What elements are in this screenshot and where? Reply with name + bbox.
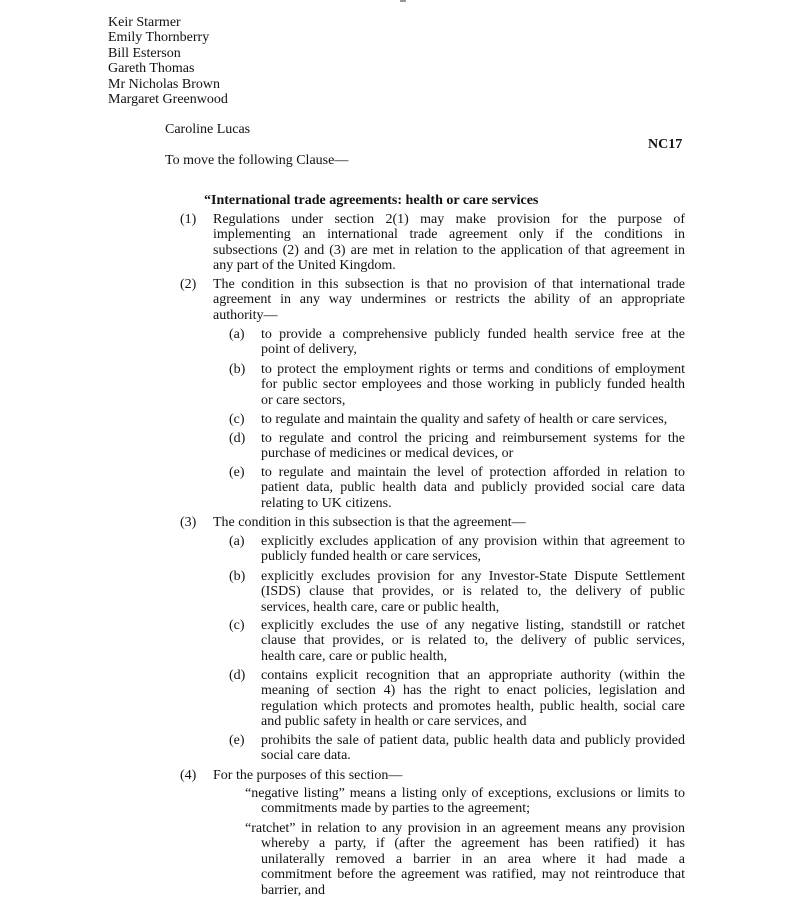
paragraph-label: (e) [229, 733, 245, 748]
top-edge-mark [400, 0, 406, 2]
paragraph-2a [261, 327, 685, 358]
paragraph-label: (c) [229, 412, 245, 427]
sponsor-list [108, 15, 228, 107]
text-line: agreement in any way undermines or restricts the ability of an appropriate [213, 292, 685, 308]
text-line: to regulate and maintain the quality and safety of health or care services, [261, 412, 668, 427]
text-line: social care data. [261, 748, 351, 764]
paragraph-label: (b) [229, 569, 246, 584]
text-line: barrier, and [261, 882, 325, 898]
text-line: to regulate and control the pricing and reimbursement systems for the [261, 431, 685, 446]
text-line: “ratchet” in relation to any provision in an agreement means any provision [245, 821, 685, 836]
text-line: purchase of medicines or medical devices, or [261, 446, 514, 462]
text-line: meaning of section 4) has the right to enact policies, legislation and [261, 683, 685, 699]
text-line: The condition in this subsection is that the agreement— [213, 515, 526, 530]
text-line: authority— [213, 307, 278, 323]
instruction-text: To move the following Clause— [165, 153, 349, 168]
additional-sponsor: Caroline Lucas [165, 122, 251, 137]
paragraph-3e [261, 733, 685, 764]
subsection-number: (1) [180, 212, 197, 227]
text-line: publicly funded health or care services, [261, 549, 482, 565]
text-line: Regulations under section 2(1) may make provision for the purpose of [213, 212, 685, 227]
paragraph-label: (b) [229, 362, 246, 377]
definition-ratchet [245, 821, 685, 898]
text-line: prohibits the sale of patient data, public health data and publicly provided [261, 733, 685, 748]
sponsor-name: Margaret Greenwood [108, 92, 228, 108]
paragraph-label: (a) [229, 534, 245, 549]
text-line: and public safety in health or care services, and [261, 714, 527, 730]
sponsor-name: Mr Nicholas Brown [108, 76, 220, 92]
paragraph-2b [261, 362, 685, 408]
text-line: any part of the United Kingdom. [213, 258, 396, 274]
text-line: clause that provides, or is related to, the delivery of public services, [261, 633, 685, 649]
text-line: to provide a comprehensive publicly funded health service free at the [261, 327, 685, 342]
text-line: explicitly excludes application of any provision within that agreement to [261, 534, 685, 549]
text-line: The condition in this subsection is that no provision of that international trade [213, 277, 685, 292]
clause-title: “International trade agreements: health or care services [204, 193, 539, 208]
subsection-2 [213, 277, 685, 323]
text-line: (ISDS) clause that provides, or is related to, the delivery of public [261, 584, 685, 600]
sponsor-name: Gareth Thomas [108, 61, 195, 77]
text-line: or care sectors, [261, 392, 346, 408]
paragraph-3b [261, 569, 685, 615]
paragraph-2e [261, 465, 685, 511]
text-line: to regulate and maintain the level of protection afforded in relation to [261, 465, 685, 480]
text-line: explicitly excludes provision for any Investor-State Dispute Settlement [261, 569, 685, 584]
subsection-number: (4) [180, 768, 197, 783]
text-line: subsections (2) and (3) are met in relation to the application of that agreement in [213, 242, 685, 258]
sponsor-name: Emily Thornberry [108, 30, 210, 46]
paragraph-label: (a) [229, 327, 245, 342]
text-line: explicitly excludes the use of any negative listing, standstill or ratchet [261, 618, 685, 633]
text-line: to protect the employment rights or terms and conditions of employment [261, 362, 685, 377]
definition-negative-listing [245, 786, 685, 817]
paragraph-2c [261, 412, 685, 427]
text-line: contains explicit recognition that an appropriate authority (within the [261, 668, 685, 683]
paragraph-3c [261, 618, 685, 664]
text-line: unilaterally removed a barrier in an area where it had made a [261, 851, 685, 867]
text-line: patient data, public health data and publicly provided social care data [261, 480, 685, 496]
text-line: services, health care, care or public health, [261, 599, 500, 615]
text-line: for public sector employees and those working in publicly funded health [261, 377, 685, 393]
sponsor-name: Keir Starmer [108, 15, 181, 30]
subsection-number: (3) [180, 515, 197, 530]
paragraph-label: (e) [229, 465, 245, 480]
text-line: whereby a party, if (after the agreement has been ratified) it has [261, 836, 685, 852]
text-line: commitments made by parties to the agreement; [261, 801, 531, 817]
paragraph-3a [261, 534, 685, 565]
sponsor-name: Bill Esterson [108, 45, 181, 61]
paragraph-label: (d) [229, 431, 246, 446]
text-line: regulation which protects and promotes health, public health, social care [261, 698, 685, 714]
paragraph-3d [261, 668, 685, 730]
text-line: commitment before the agreement was ratified, may not reintroduce that [261, 867, 685, 883]
subsection-4 [213, 768, 685, 783]
paragraph-label: (c) [229, 618, 245, 633]
subsection-number: (2) [180, 277, 197, 292]
text-line: implementing an international trade agreement only if the conditions in [213, 227, 685, 243]
text-line: relating to UK citizens. [261, 495, 392, 511]
clause-id: NC17 [648, 137, 683, 152]
paragraph-label: (d) [229, 668, 246, 683]
text-line: health care, care or public health, [261, 648, 448, 664]
paragraph-2d [261, 431, 685, 462]
text-line: point of delivery, [261, 342, 357, 358]
text-line: “negative listing” means a listing only of exceptions, exclusions or limits to [245, 786, 685, 801]
subsection-1 [213, 212, 685, 274]
text-line: For the purposes of this section— [213, 768, 403, 783]
subsection-3 [213, 515, 685, 530]
